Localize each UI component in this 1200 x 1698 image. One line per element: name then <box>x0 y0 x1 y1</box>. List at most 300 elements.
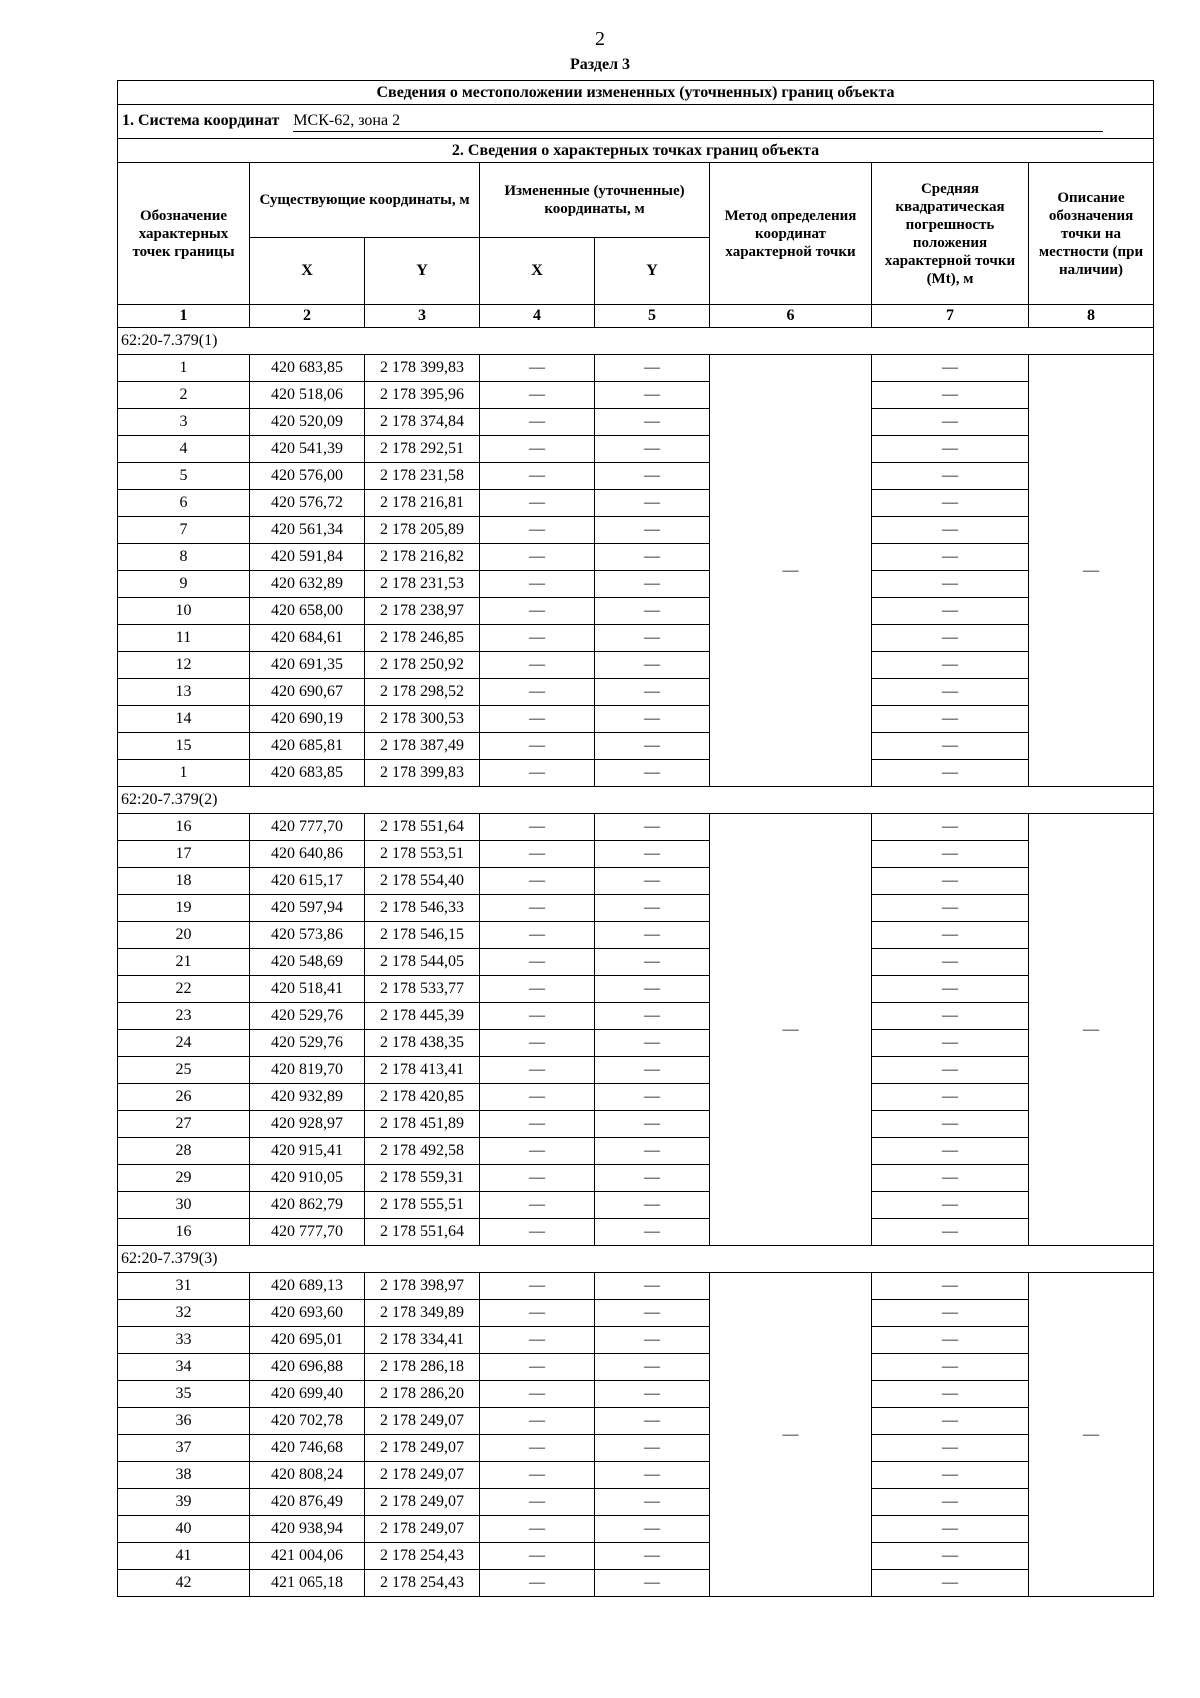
changed-x-dash: — <box>480 1165 595 1192</box>
point-number: 32 <box>118 1300 250 1327</box>
table-row <box>118 1003 1154 1030</box>
changed-y-dash: — <box>595 625 710 652</box>
changed-x-dash: — <box>480 1084 595 1111</box>
group-header-row <box>118 328 1154 355</box>
error-dash: — <box>872 1327 1029 1354</box>
changed-x-dash: — <box>480 1111 595 1138</box>
header-error: Средняя квадратическая погрешность положения характерной точки (Mt), м <box>872 163 1029 305</box>
error-dash: — <box>872 1462 1029 1489</box>
error-dash: — <box>872 544 1029 571</box>
existing-y-value: 2 178 546,33 <box>365 895 480 922</box>
point-number: 13 <box>118 679 250 706</box>
header-changed-x: X <box>480 238 595 305</box>
changed-x-dash: — <box>480 1327 595 1354</box>
changed-y-dash: — <box>595 490 710 517</box>
error-dash: — <box>872 1057 1029 1084</box>
existing-x-value: 420 615,17 <box>250 868 365 895</box>
table-row <box>118 436 1154 463</box>
changed-x-dash: — <box>480 1516 595 1543</box>
existing-y-value: 2 178 438,35 <box>365 1030 480 1057</box>
existing-y-value: 2 178 533,77 <box>365 976 480 1003</box>
coordinate-system-label: 1. Система координат <box>122 111 280 129</box>
header-existing-y: Y <box>365 238 480 305</box>
table-row <box>118 760 1154 787</box>
error-dash: — <box>872 1219 1029 1246</box>
table-row <box>118 625 1154 652</box>
point-number: 23 <box>118 1003 250 1030</box>
error-dash: — <box>872 1354 1029 1381</box>
point-number: 12 <box>118 652 250 679</box>
changed-x-dash: — <box>480 517 595 544</box>
existing-y-value: 2 178 551,64 <box>365 814 480 841</box>
changed-y-dash: — <box>595 841 710 868</box>
changed-y-dash: — <box>595 382 710 409</box>
point-number: 36 <box>118 1408 250 1435</box>
changed-x-dash: — <box>480 382 595 409</box>
point-number: 33 <box>118 1327 250 1354</box>
existing-y-value: 2 178 420,85 <box>365 1084 480 1111</box>
table-row <box>118 1489 1154 1516</box>
point-number: 15 <box>118 733 250 760</box>
changed-y-dash: — <box>595 1381 710 1408</box>
description-dash: — <box>1029 1273 1154 1597</box>
point-number: 42 <box>118 1570 250 1597</box>
error-dash: — <box>872 1408 1029 1435</box>
existing-x-value: 420 529,76 <box>250 1003 365 1030</box>
existing-x-value: 420 938,94 <box>250 1516 365 1543</box>
error-dash: — <box>872 1084 1029 1111</box>
existing-x-value: 420 591,84 <box>250 544 365 571</box>
point-number: 38 <box>118 1462 250 1489</box>
changed-x-dash: — <box>480 1543 595 1570</box>
table-row <box>118 895 1154 922</box>
changed-x-dash: — <box>480 1300 595 1327</box>
coordinate-system-row <box>118 105 1154 139</box>
point-number: 5 <box>118 463 250 490</box>
existing-y-value: 2 178 249,07 <box>365 1435 480 1462</box>
table-row <box>118 1354 1154 1381</box>
error-dash: — <box>872 1111 1029 1138</box>
changed-y-dash: — <box>595 1354 710 1381</box>
point-number: 40 <box>118 1516 250 1543</box>
error-dash: — <box>872 1192 1029 1219</box>
error-dash: — <box>872 625 1029 652</box>
changed-y-dash: — <box>595 1408 710 1435</box>
point-number: 30 <box>118 1192 250 1219</box>
changed-x-dash: — <box>480 625 595 652</box>
table-row <box>118 922 1154 949</box>
table-row <box>118 1057 1154 1084</box>
existing-x-value: 420 683,85 <box>250 355 365 382</box>
error-dash: — <box>872 598 1029 625</box>
point-number: 16 <box>118 1219 250 1246</box>
column-number: 6 <box>710 305 872 328</box>
point-number: 2 <box>118 382 250 409</box>
changed-y-dash: — <box>595 1462 710 1489</box>
changed-y-dash: — <box>595 1273 710 1300</box>
error-dash: — <box>872 1435 1029 1462</box>
point-number: 9 <box>118 571 250 598</box>
table-row <box>118 1111 1154 1138</box>
existing-x-value: 420 699,40 <box>250 1381 365 1408</box>
error-dash: — <box>872 733 1029 760</box>
point-number: 39 <box>118 1489 250 1516</box>
table-row <box>118 355 1154 382</box>
changed-x-dash: — <box>480 733 595 760</box>
existing-y-value: 2 178 451,89 <box>365 1111 480 1138</box>
existing-x-value: 420 683,85 <box>250 760 365 787</box>
table-row <box>118 1273 1154 1300</box>
existing-y-value: 2 178 413,41 <box>365 1057 480 1084</box>
group-name: 62:20-7.379(2) <box>118 787 1154 814</box>
existing-x-value: 420 689,13 <box>250 1273 365 1300</box>
existing-x-value: 420 640,86 <box>250 841 365 868</box>
existing-y-value: 2 178 231,58 <box>365 463 480 490</box>
error-dash: — <box>872 976 1029 1003</box>
changed-y-dash: — <box>595 706 710 733</box>
existing-y-value: 2 178 286,18 <box>365 1354 480 1381</box>
existing-y-value: 2 178 254,43 <box>365 1570 480 1597</box>
changed-y-dash: — <box>595 517 710 544</box>
point-number: 34 <box>118 1354 250 1381</box>
existing-x-value: 420 928,97 <box>250 1111 365 1138</box>
point-number: 29 <box>118 1165 250 1192</box>
changed-x-dash: — <box>480 1219 595 1246</box>
header-changed-coordinates: Измененные (уточненные) координаты, м <box>480 163 710 238</box>
group-name: 62:20-7.379(1) <box>118 328 1154 355</box>
changed-y-dash: — <box>595 1003 710 1030</box>
existing-y-value: 2 178 249,07 <box>365 1516 480 1543</box>
existing-x-value: 420 684,61 <box>250 625 365 652</box>
existing-x-value: 420 696,88 <box>250 1354 365 1381</box>
existing-y-value: 2 178 238,97 <box>365 598 480 625</box>
changed-y-dash: — <box>595 544 710 571</box>
changed-x-dash: — <box>480 760 595 787</box>
error-dash: — <box>872 895 1029 922</box>
existing-y-value: 2 178 546,15 <box>365 922 480 949</box>
table-row <box>118 814 1154 841</box>
column-number: 4 <box>480 305 595 328</box>
changed-y-dash: — <box>595 760 710 787</box>
changed-x-dash: — <box>480 814 595 841</box>
table-row <box>118 652 1154 679</box>
column-number: 2 <box>250 305 365 328</box>
table-row <box>118 1435 1154 1462</box>
changed-y-dash: — <box>595 895 710 922</box>
table-row <box>118 1192 1154 1219</box>
changed-x-dash: — <box>480 949 595 976</box>
changed-x-dash: — <box>480 1489 595 1516</box>
table-row <box>118 1219 1154 1246</box>
error-dash: — <box>872 1570 1029 1597</box>
table-row <box>118 571 1154 598</box>
changed-y-dash: — <box>595 598 710 625</box>
table-row <box>118 1165 1154 1192</box>
point-number: 1 <box>118 355 250 382</box>
changed-x-dash: — <box>480 463 595 490</box>
existing-y-value: 2 178 399,83 <box>365 760 480 787</box>
existing-y-value: 2 178 334,41 <box>365 1327 480 1354</box>
existing-x-value: 420 910,05 <box>250 1165 365 1192</box>
point-number: 21 <box>118 949 250 976</box>
point-number: 17 <box>118 841 250 868</box>
method-dash: — <box>710 1273 872 1597</box>
existing-x-value: 420 876,49 <box>250 1489 365 1516</box>
table-row <box>118 1030 1154 1057</box>
changed-y-dash: — <box>595 1030 710 1057</box>
changed-y-dash: — <box>595 409 710 436</box>
group-name: 62:20-7.379(3) <box>118 1246 1154 1273</box>
existing-x-value: 420 746,68 <box>250 1435 365 1462</box>
existing-y-value: 2 178 544,05 <box>365 949 480 976</box>
table-row <box>118 1084 1154 1111</box>
error-dash: — <box>872 760 1029 787</box>
existing-x-value: 420 576,72 <box>250 490 365 517</box>
existing-x-value: 420 862,79 <box>250 1192 365 1219</box>
existing-y-value: 2 178 492,58 <box>365 1138 480 1165</box>
changed-x-dash: — <box>480 1462 595 1489</box>
existing-y-value: 2 178 555,51 <box>365 1192 480 1219</box>
existing-x-value: 420 691,35 <box>250 652 365 679</box>
existing-x-value: 420 808,24 <box>250 1462 365 1489</box>
changed-x-dash: — <box>480 679 595 706</box>
changed-x-dash: — <box>480 1273 595 1300</box>
table-row <box>118 841 1154 868</box>
table-row <box>118 490 1154 517</box>
point-number: 11 <box>118 625 250 652</box>
group-header-row <box>118 787 1154 814</box>
table-row <box>118 409 1154 436</box>
changed-x-dash: — <box>480 1138 595 1165</box>
error-dash: — <box>872 382 1029 409</box>
changed-y-dash: — <box>595 1489 710 1516</box>
changed-x-dash: — <box>480 922 595 949</box>
error-dash: — <box>872 922 1029 949</box>
column-number: 1 <box>118 305 250 328</box>
error-dash: — <box>872 841 1029 868</box>
existing-x-value: 420 690,67 <box>250 679 365 706</box>
error-dash: — <box>872 1543 1029 1570</box>
changed-x-dash: — <box>480 598 595 625</box>
table-row <box>118 1462 1154 1489</box>
changed-x-dash: — <box>480 1030 595 1057</box>
error-dash: — <box>872 1300 1029 1327</box>
error-dash: — <box>872 1030 1029 1057</box>
table-row <box>118 1300 1154 1327</box>
existing-x-value: 420 548,69 <box>250 949 365 976</box>
existing-y-value: 2 178 300,53 <box>365 706 480 733</box>
changed-y-dash: — <box>595 1543 710 1570</box>
point-number: 16 <box>118 814 250 841</box>
point-number: 26 <box>118 1084 250 1111</box>
column-number: 8 <box>1029 305 1154 328</box>
column-number: 5 <box>595 305 710 328</box>
section-title: Раздел 3 <box>569 56 631 73</box>
existing-y-value: 2 178 246,85 <box>365 625 480 652</box>
changed-y-dash: — <box>595 1057 710 1084</box>
existing-x-value: 420 597,94 <box>250 895 365 922</box>
existing-y-value: 2 178 554,40 <box>365 868 480 895</box>
point-number: 7 <box>118 517 250 544</box>
table-row <box>118 1138 1154 1165</box>
existing-x-value: 420 576,00 <box>250 463 365 490</box>
changed-x-dash: — <box>480 571 595 598</box>
header-existing-x: X <box>250 238 365 305</box>
table-row <box>118 949 1154 976</box>
existing-x-value: 420 658,00 <box>250 598 365 625</box>
changed-x-dash: — <box>480 895 595 922</box>
table-row <box>118 868 1154 895</box>
error-dash: — <box>872 1516 1029 1543</box>
point-number: 1 <box>118 760 250 787</box>
existing-y-value: 2 178 298,52 <box>365 679 480 706</box>
changed-x-dash: — <box>480 841 595 868</box>
existing-y-value: 2 178 445,39 <box>365 1003 480 1030</box>
changed-y-dash: — <box>595 1570 710 1597</box>
existing-y-value: 2 178 205,89 <box>365 517 480 544</box>
changed-y-dash: — <box>595 1138 710 1165</box>
existing-x-value: 420 777,70 <box>250 814 365 841</box>
method-dash: — <box>710 355 872 787</box>
header-description: Описание обозначения точки на местности (при наличии) <box>1029 163 1154 305</box>
point-number: 14 <box>118 706 250 733</box>
existing-x-value: 420 632,89 <box>250 571 365 598</box>
table-row <box>118 733 1154 760</box>
changed-y-dash: — <box>595 1516 710 1543</box>
existing-y-value: 2 178 559,31 <box>365 1165 480 1192</box>
existing-x-value: 421 004,06 <box>250 1543 365 1570</box>
existing-y-value: 2 178 250,92 <box>365 652 480 679</box>
existing-x-value: 420 518,06 <box>250 382 365 409</box>
changed-x-dash: — <box>480 1570 595 1597</box>
changed-x-dash: — <box>480 1003 595 1030</box>
existing-x-value: 420 520,09 <box>250 409 365 436</box>
error-dash: — <box>872 355 1029 382</box>
existing-x-value: 420 518,41 <box>250 976 365 1003</box>
table-row <box>118 1381 1154 1408</box>
point-number: 22 <box>118 976 250 1003</box>
table-row <box>118 679 1154 706</box>
method-dash: — <box>710 814 872 1246</box>
existing-x-value: 420 695,01 <box>250 1327 365 1354</box>
existing-y-value: 2 178 249,07 <box>365 1489 480 1516</box>
point-number: 25 <box>118 1057 250 1084</box>
changed-x-dash: — <box>480 1192 595 1219</box>
table-row <box>118 1327 1154 1354</box>
changed-y-dash: — <box>595 436 710 463</box>
error-dash: — <box>872 1003 1029 1030</box>
changed-y-dash: — <box>595 1327 710 1354</box>
changed-x-dash: — <box>480 490 595 517</box>
changed-x-dash: — <box>480 1435 595 1462</box>
existing-y-value: 2 178 349,89 <box>365 1300 480 1327</box>
changed-x-dash: — <box>480 409 595 436</box>
existing-y-value: 2 178 249,07 <box>365 1408 480 1435</box>
error-dash: — <box>872 409 1029 436</box>
existing-x-value: 420 561,34 <box>250 517 365 544</box>
changed-y-dash: — <box>595 652 710 679</box>
existing-x-value: 420 702,78 <box>250 1408 365 1435</box>
error-dash: — <box>872 1273 1029 1300</box>
existing-y-value: 2 178 553,51 <box>365 841 480 868</box>
subsection-title: 2. Сведения о характерных точках границ объекта <box>118 139 1154 163</box>
existing-x-value: 420 777,70 <box>250 1219 365 1246</box>
changed-y-dash: — <box>595 1435 710 1462</box>
changed-y-dash: — <box>595 571 710 598</box>
error-dash: — <box>872 571 1029 598</box>
point-number: 24 <box>118 1030 250 1057</box>
changed-x-dash: — <box>480 355 595 382</box>
changed-x-dash: — <box>480 1354 595 1381</box>
error-dash: — <box>872 814 1029 841</box>
coordinate-system-value: МСК-62, зона 2 <box>293 112 1103 132</box>
error-dash: — <box>872 1138 1029 1165</box>
header-changed-y: Y <box>595 238 710 305</box>
table-row <box>118 544 1154 571</box>
changed-y-dash: — <box>595 922 710 949</box>
error-dash: — <box>872 949 1029 976</box>
changed-y-dash: — <box>595 679 710 706</box>
point-number: 35 <box>118 1381 250 1408</box>
point-number: 18 <box>118 868 250 895</box>
error-dash: — <box>872 1489 1029 1516</box>
existing-y-value: 2 178 231,53 <box>365 571 480 598</box>
existing-x-value: 420 932,89 <box>250 1084 365 1111</box>
error-dash: — <box>872 706 1029 733</box>
point-number: 27 <box>118 1111 250 1138</box>
existing-y-value: 2 178 249,07 <box>365 1462 480 1489</box>
table-row <box>118 976 1154 1003</box>
existing-x-value: 420 541,39 <box>250 436 365 463</box>
existing-x-value: 420 690,19 <box>250 706 365 733</box>
existing-x-value: 421 065,18 <box>250 1570 365 1597</box>
changed-y-dash: — <box>595 1300 710 1327</box>
point-number: 6 <box>118 490 250 517</box>
error-dash: — <box>872 868 1029 895</box>
existing-y-value: 2 178 551,64 <box>365 1219 480 1246</box>
point-number: 41 <box>118 1543 250 1570</box>
table-row <box>118 1543 1154 1570</box>
error-dash: — <box>872 517 1029 544</box>
table-row <box>118 1570 1154 1597</box>
existing-y-value: 2 178 216,82 <box>365 544 480 571</box>
changed-x-dash: — <box>480 976 595 1003</box>
description-dash: — <box>1029 814 1154 1246</box>
point-number: 19 <box>118 895 250 922</box>
existing-x-value: 420 693,60 <box>250 1300 365 1327</box>
header-method: Метод определения координат характерной точки <box>710 163 872 305</box>
error-dash: — <box>872 652 1029 679</box>
changed-y-dash: — <box>595 1084 710 1111</box>
changed-x-dash: — <box>480 706 595 733</box>
point-number: 37 <box>118 1435 250 1462</box>
existing-y-value: 2 178 399,83 <box>365 355 480 382</box>
changed-x-dash: — <box>480 1408 595 1435</box>
changed-y-dash: — <box>595 733 710 760</box>
table-row <box>118 1408 1154 1435</box>
point-number: 8 <box>118 544 250 571</box>
changed-y-dash: — <box>595 355 710 382</box>
changed-x-dash: — <box>480 1057 595 1084</box>
description-dash: — <box>1029 355 1154 787</box>
error-dash: — <box>872 1165 1029 1192</box>
changed-y-dash: — <box>595 949 710 976</box>
point-number: 10 <box>118 598 250 625</box>
changed-x-dash: — <box>480 1381 595 1408</box>
changed-y-dash: — <box>595 463 710 490</box>
table-row <box>118 517 1154 544</box>
existing-y-value: 2 178 254,43 <box>365 1543 480 1570</box>
